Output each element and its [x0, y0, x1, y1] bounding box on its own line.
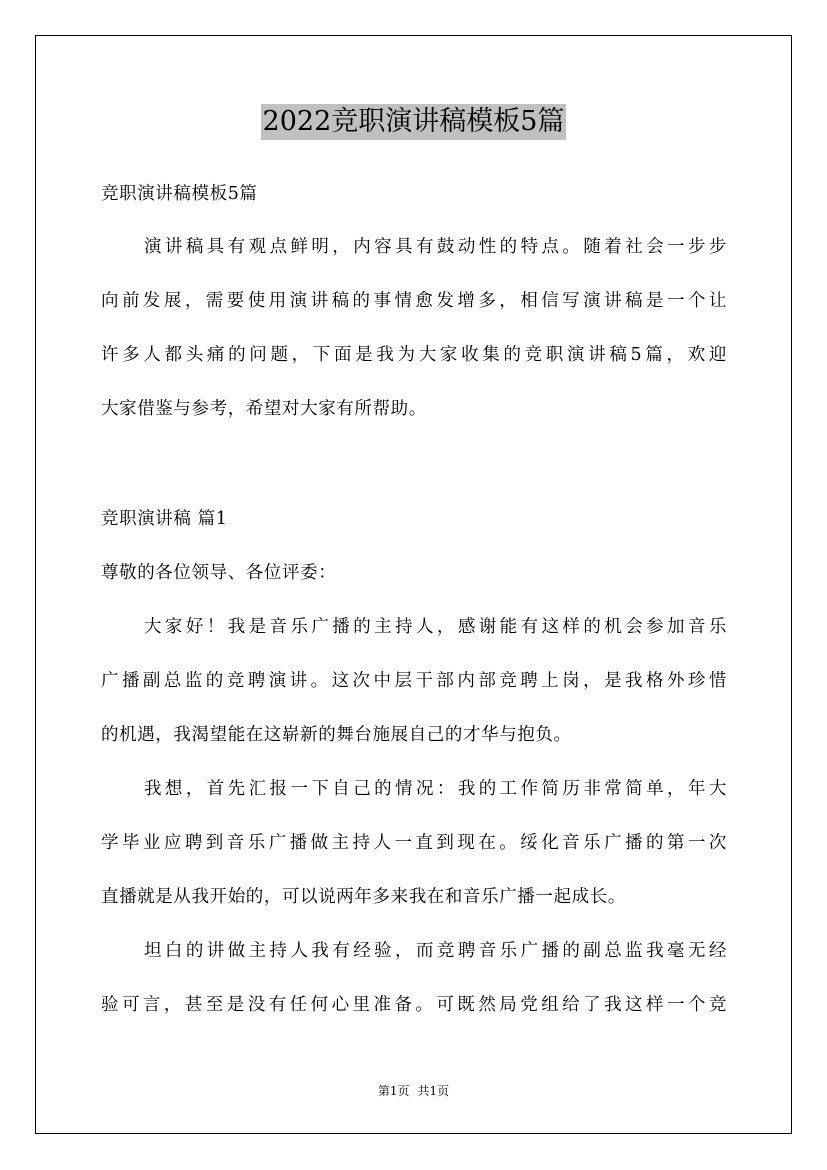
page-total: 共1页 [417, 1084, 450, 1098]
para1-line-2: 广播副总监的竞聘演讲。这次中层干部内部竞聘上岗，是我格外珍惜 [101, 671, 727, 691]
document-subtitle: 竞职演讲稿模板5篇 [101, 184, 258, 204]
para2-line-3: 直播就是从我开始的，可以说两年多来我在和音乐广播一起成长。 [101, 887, 626, 907]
salutation: 尊敬的各位领导、各位评委： [101, 563, 337, 583]
title-wrap [0, 104, 827, 140]
intro-line-4: 大家借鉴与参考，希望对大家有所帮助。 [101, 399, 427, 419]
document-title: 2022竞职演讲稿模板5篇 [261, 104, 567, 140]
intro-line-3: 许多人都头痛的问题，下面是我为大家收集的竞职演讲稿5篇，欢迎 [101, 345, 727, 365]
para3-line-1: 坦白的讲做主持人我有经验，而竞聘音乐广播的副总监我毫无经 [144, 941, 727, 961]
para1-line-1: 大家好！我是音乐广播的主持人，感谢能有这样的机会参加音乐 [144, 617, 727, 637]
section-heading: 竞职演讲稿 篇1 [101, 509, 228, 529]
para2-line-2: 学毕业应聘到音乐广播做主持人一直到现在。绥化音乐广播的第一次 [101, 833, 727, 853]
page-footer [0, 1083, 827, 1099]
para1-line-3: 的机遇，我渴望能在这崭新的舞台施展自己的才华与抱负。 [101, 725, 572, 745]
intro-line-1: 演讲稿具有观点鲜明，内容具有鼓动性的特点。随着社会一步步 [144, 237, 727, 257]
page-number: 第1页 [377, 1084, 410, 1098]
intro-line-2: 向前发展，需要使用演讲稿的事情愈发增多，相信写演讲稿是一个让 [101, 291, 727, 311]
para2-line-1: 我想，首先汇报一下自己的情况：我的工作简历非常简单，年大 [144, 779, 727, 799]
para3-line-2: 验可言，甚至是没有任何心里准备。可既然局党组给了我这样一个竞 [101, 995, 727, 1015]
